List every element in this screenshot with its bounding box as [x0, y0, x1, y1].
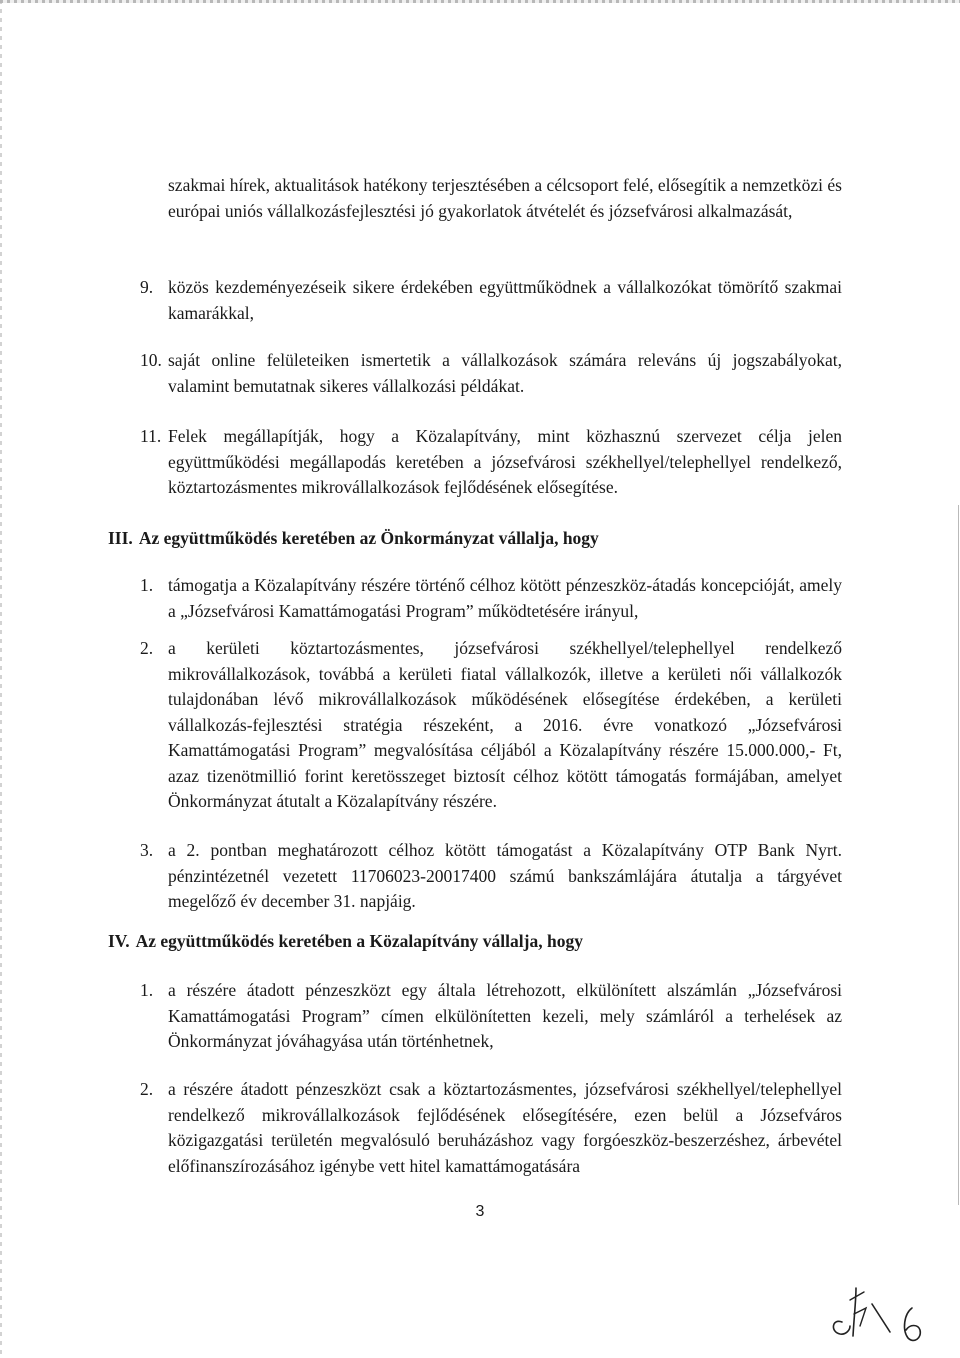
- list-item-text: a kerületi köztartozásmentes, józsefvárosi székhellyel/telephellyel rendelkező mikrovállalkozások, továbbá a kerületi fiatal vállalkozók, illetve a kerületi női vállalkozók tulajdonában lévő mikrovállalkozások működésének elősegítése érdekében, a kerületi vállalkozás-fejlesztési stratégia részeként, a 2016. évre vonatkozó „Józsefvárosi Kamattámogatási Program” megvalósítása céljából a Közalapítvány részére 15.000.000,- Ft, azaz tizenötmillió forint keretösszeget biztosít célhoz kötött támogatás formájában, amelyet Önkormányzat átutalt a Közalapítvány részére.: [168, 638, 842, 811]
- list-item: [140, 838, 842, 915]
- list-item-number: 2.: [140, 1079, 154, 1099]
- list-item-number: 9.: [140, 277, 154, 297]
- section-title: Az együttműködés keretében az Önkormányzat vállalja, hogy: [138, 528, 599, 548]
- list-item: [140, 573, 842, 624]
- list-item-text: a részére átadott pénzeszközt csak a köztartozásmentes, józsefvárosi székhellyel/telephellyel rendelkező mikrovállalkozások fejlődésének elősegítésére, ezen belül a Józsefváros közigazgatási területén megvalósuló beruházáshoz vagy forgóeszköz-beszerzéshez, árbevétel előfinanszírozásához igénybe vett hitel kamattámogatására: [168, 1079, 842, 1176]
- list-item-text: a 2. pontban meghatározott célhoz kötött támogatást a Közalapítvány OTP Bank Nyrt. pénzintézetnél vezetett 11706023-20017400 számú bankszámlájára átutalja a tárgyévet megelőző év december 31. napjáig.: [168, 840, 842, 911]
- list-item-text: Felek megállapítják, hogy a Közalapítvány, mint közhasznú szervezet célja jelen együttműködési megállapodás keretében a józsefvárosi székhellyel/telephellyel rendelkező, köztartozásmentes mikrovállalkozások fejlődésének elősegítése.: [168, 426, 842, 497]
- scan-edge-left: [0, 0, 2, 1358]
- section-heading-iv: [108, 929, 848, 954]
- section-heading-iii: [108, 526, 848, 551]
- scan-edge-top: [0, 0, 960, 3]
- list-item-text: közös kezdeményezéseik sikere érdekében együttműködnek a vállalkozókat tömörítő szakmai kamarákkal,: [168, 277, 842, 323]
- list-item-number: 1.: [140, 980, 154, 1000]
- list-item: [140, 348, 842, 399]
- section-number: III.: [108, 528, 133, 548]
- handwritten-initials-signature: [820, 1270, 940, 1350]
- page-number: 3: [475, 1203, 485, 1220]
- list-item: [140, 424, 842, 501]
- list-item-number: 11.: [140, 426, 162, 446]
- list-item-text: támogatja a Közalapítvány részére történő célhoz kötött pénzeszköz-átadás koncepcióját, amely a „Józsefvárosi Kamattámogatási Program” működtetésére irányul,: [168, 575, 842, 621]
- list-item-number: 3.: [140, 840, 154, 860]
- list-item: [140, 275, 842, 326]
- list-item: [140, 636, 842, 815]
- list-item: [140, 978, 842, 1055]
- list-item-text: saját online felületeiken ismertetik a vállalkozások számára releváns új jogszabályokat, valamint bemutatnak sikeres vállalkozási példákat.: [168, 350, 842, 396]
- list-item-text: a részére átadott pénzeszközt egy általa létrehozott, elkülönített alszámlán „Józsefvárosi Kamattámogatási Program” címen elkülönítetten kezeli, mely számláról a terhelések az Önkormányzat jóváhagyása után történhetnek,: [168, 980, 842, 1051]
- intro-paragraph: szakmai hírek, aktualitások hatékony terjesztésében a célcsoport felé, elősegítik a nemzetközi és európai uniós vállalkozásfejlesztési jó gyakorlatok átvételét és józsefvárosi alkalmazását,: [168, 175, 842, 221]
- list-item-number: 1.: [140, 575, 154, 595]
- list-item-number: 2.: [140, 638, 154, 658]
- section-number: IV.: [108, 931, 130, 951]
- scan-edge-right: [958, 505, 959, 1205]
- list-item: [140, 1077, 842, 1179]
- list-item-number: 10.: [140, 350, 162, 370]
- section-title: Az együttműködés keretében a Közalapítvány vállalja, hogy: [135, 931, 583, 951]
